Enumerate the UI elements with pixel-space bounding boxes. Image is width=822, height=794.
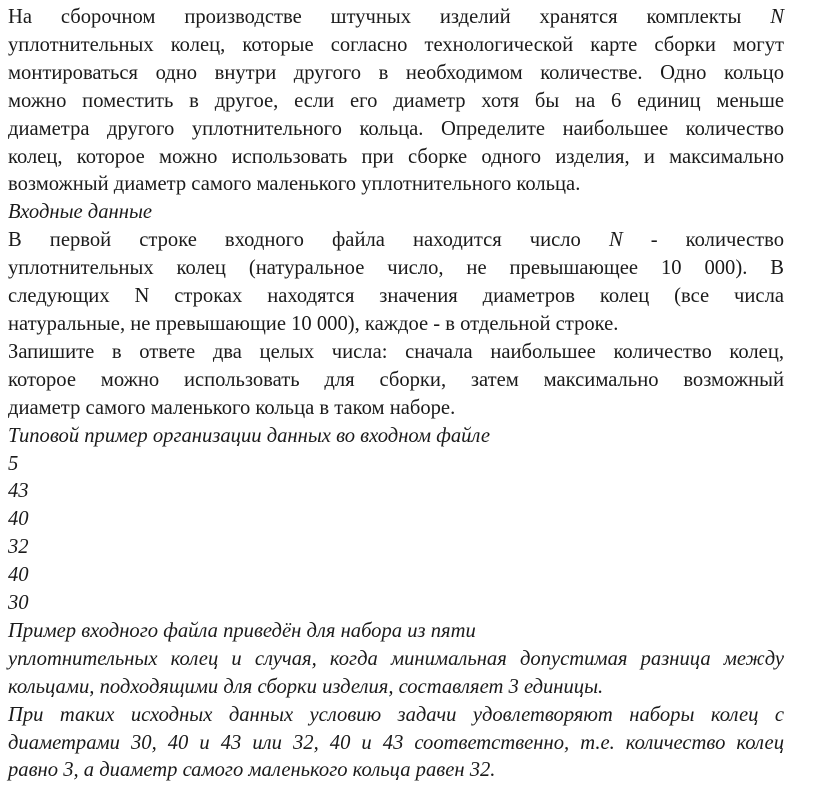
input-heading: Входные данные — [8, 201, 153, 224]
explanation-line: равно 3, а диаметр самого маленького кольца равен 32. — [8, 759, 496, 782]
input-line: натуральные, не превышающие 10 000), каждое - в отдельной строке. — [8, 312, 619, 335]
problem-line: возможный диаметр самого маленького уплотнительного кольца. — [8, 173, 581, 196]
explanation-line: диаметрами 30, 40 и 43 или 32, 40 и 43 соответственно, т.е. количество колец — [8, 731, 784, 754]
problem-line: диаметра другого уплотнительного кольца. Определите наибольшее количество — [8, 117, 784, 140]
problem-line: колец, которое можно использовать при сборке одного изделия, и максимально — [8, 145, 784, 168]
example-value: 40 — [8, 564, 29, 587]
problem-statement — [8, 4, 784, 199]
example-value: 43 — [8, 480, 29, 503]
answer-line: которое можно использовать для сборки, затем максимально возможный — [8, 368, 784, 391]
explanation-line: При таких исходных данных условию задачи удовлетворяют наборы колец с — [8, 703, 784, 726]
example-value: 40 — [8, 508, 29, 531]
input-line: В первой строке входного файла находится число N - количество — [8, 229, 784, 252]
example-value: 5 — [8, 452, 19, 475]
problem-line: уплотнительных колец, которые согласно технологической карте сборки могут — [8, 33, 784, 56]
example-value: 30 — [8, 592, 29, 615]
input-line: уплотнительных колец (натуральное число, не превышающее 10 000). В — [8, 257, 784, 280]
example-value: 32 — [8, 536, 29, 559]
answer-line: Запишите в ответе два целых числа: сначала наибольшее количество колец, — [8, 340, 784, 363]
example-heading: Типовой пример организации данных во входном файле — [8, 424, 491, 447]
problem-line: можно поместить в другое, если его диаметр хотя бы на 6 единиц меньше — [8, 89, 784, 112]
explanation-line: уплотнительных колец и случая, когда минимальная допустимая разница между — [8, 647, 784, 670]
explanation-line: Пример входного файла приведён для набора из пяти — [8, 619, 476, 642]
explanation-line: кольцами, подходящими для сборки изделия, составляет 3 единицы. — [8, 675, 604, 698]
answer-line: диаметр самого маленького кольца в таком наборе. — [8, 396, 456, 419]
input-line: следующих N строках находятся значения диаметров колец (все числа — [8, 285, 784, 308]
example-explanation — [8, 618, 784, 785]
variable-n: N — [608, 229, 623, 252]
answer-instructions — [8, 339, 784, 423]
example-values-list — [8, 451, 784, 618]
problem-line: На сборочном производстве штучных изделий хранятся комплекты N — [8, 6, 784, 28]
variable-n: N — [770, 6, 784, 28]
problem-line: монтироваться одно внутри другого в необходимом количестве. Одно кольцо — [8, 61, 784, 84]
input-description — [8, 227, 784, 339]
